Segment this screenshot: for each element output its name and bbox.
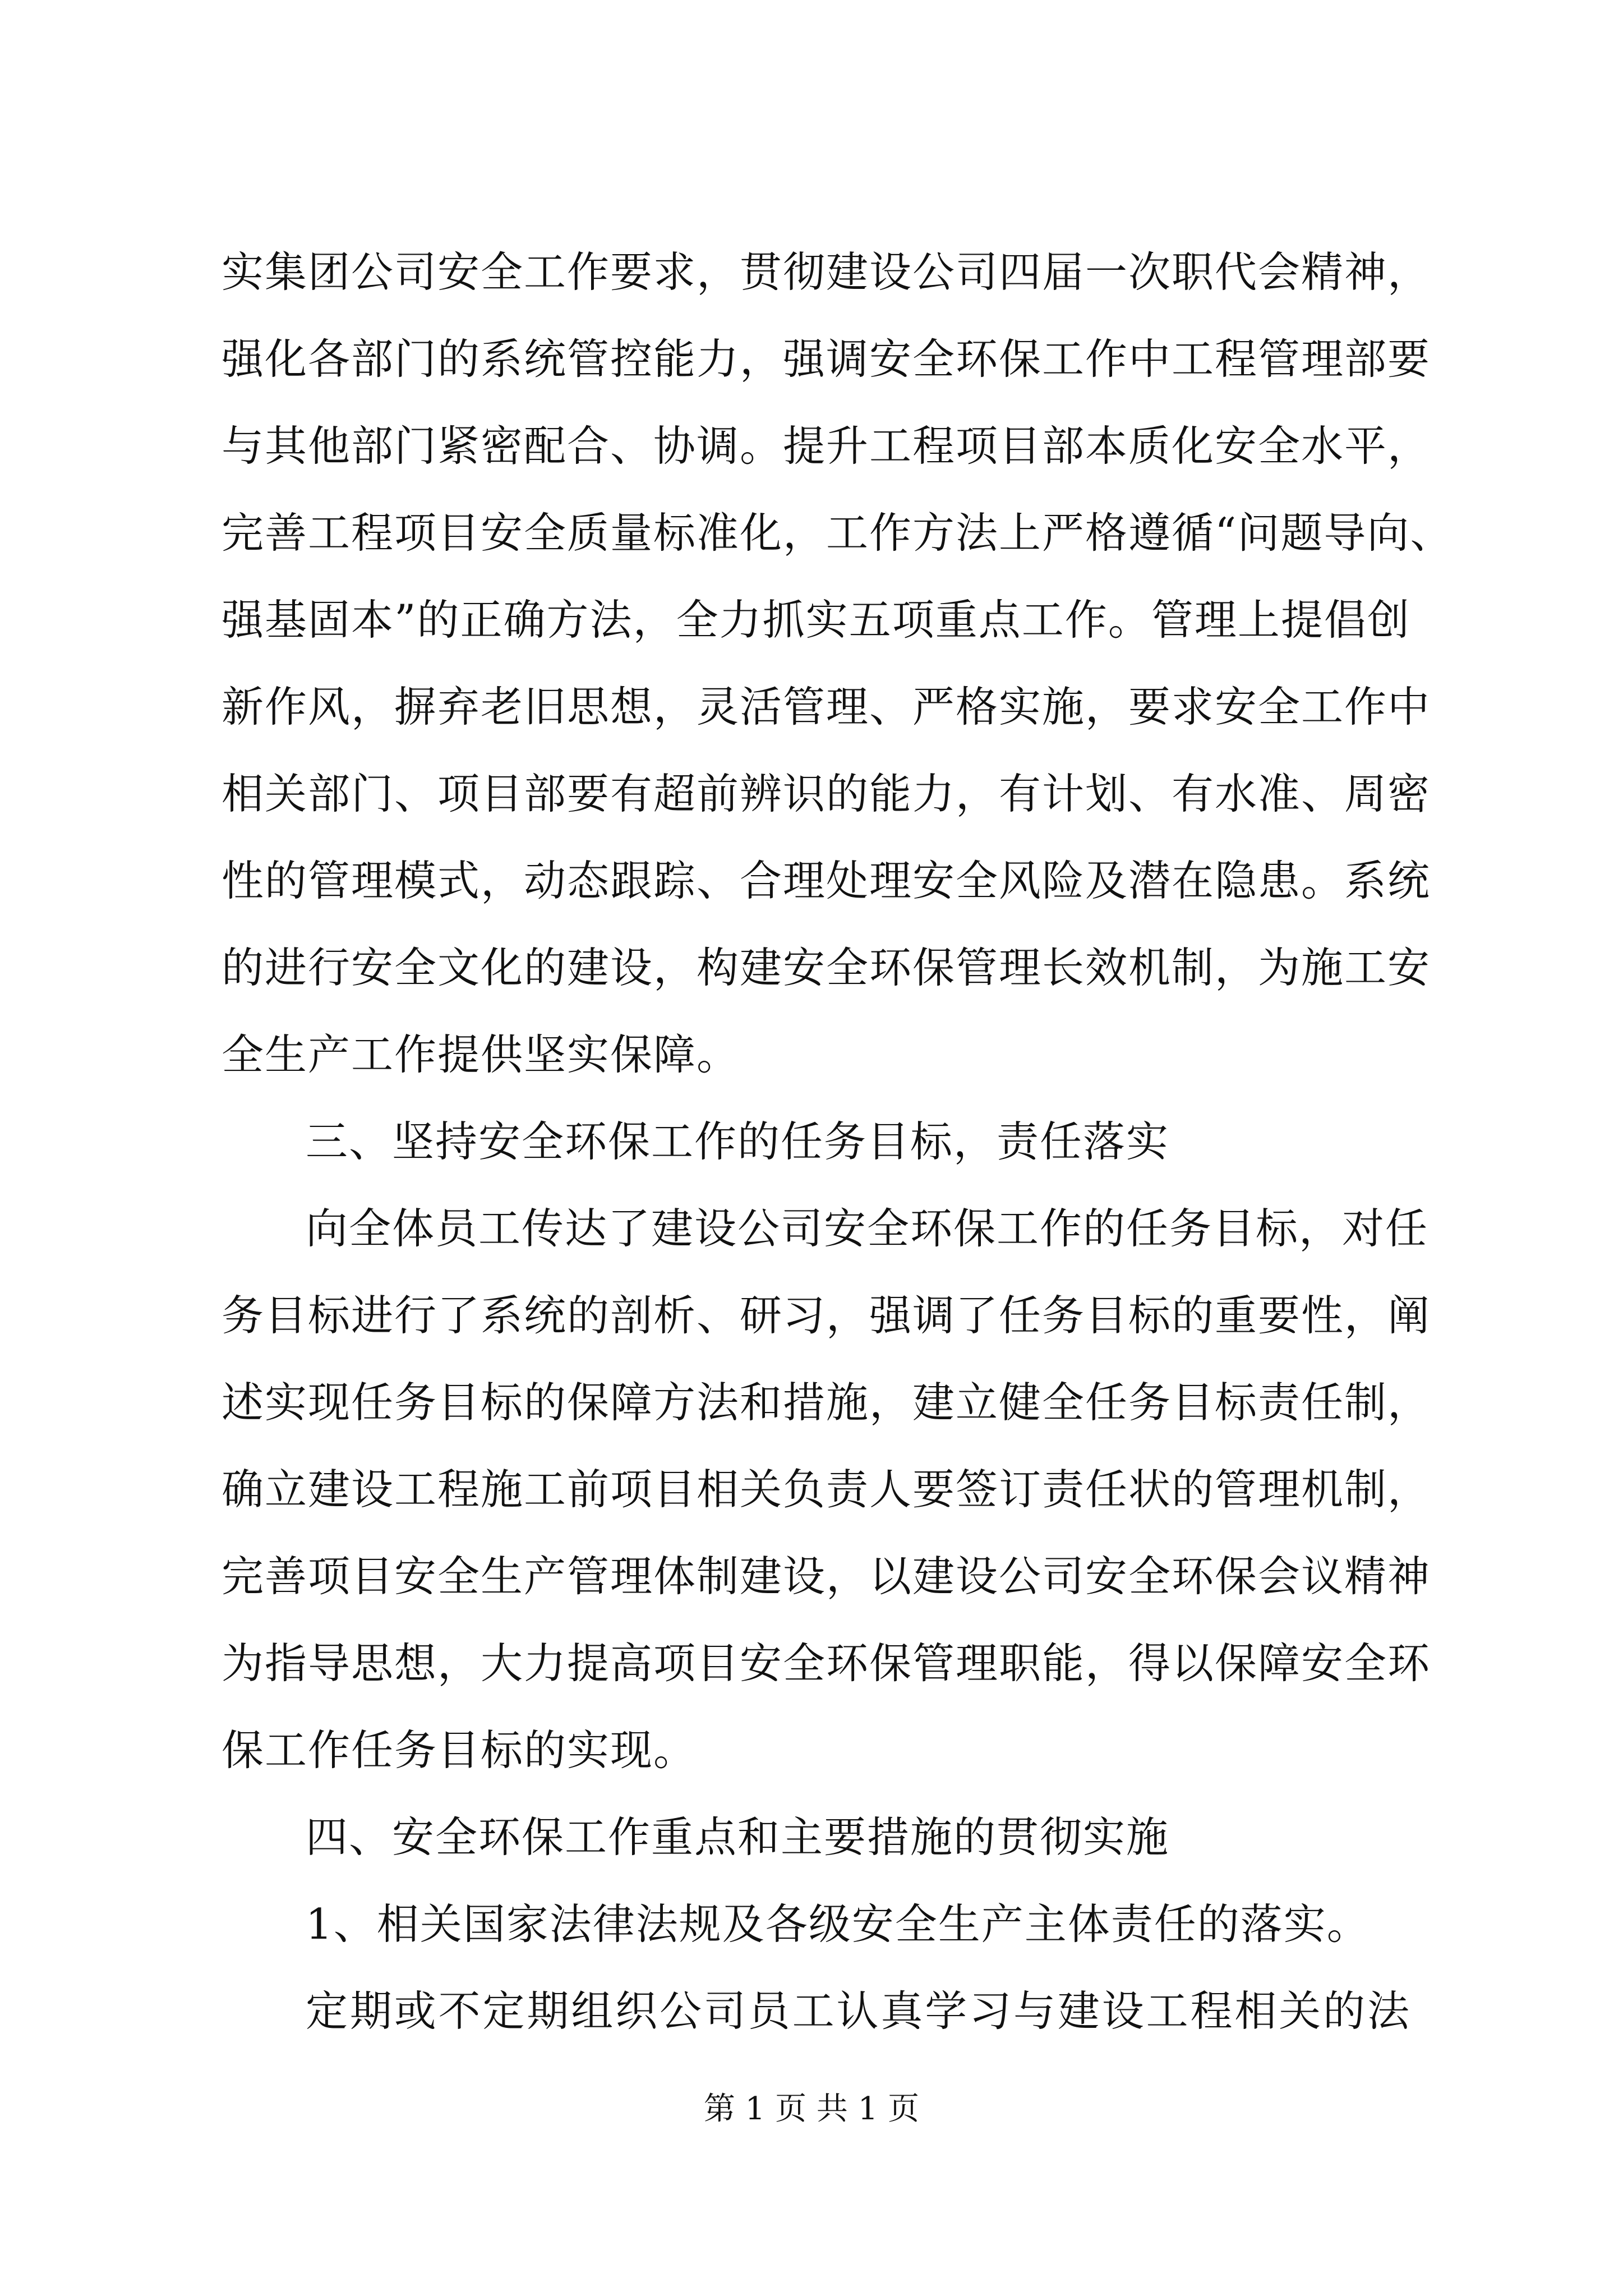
section-heading: 三、坚持安全环保工作的任务目标，责任落实 bbox=[306, 1117, 1170, 1166]
text-line: 强基固本”的正确方法，全力抓实五项重点工作。管理上提倡创 bbox=[222, 595, 1410, 645]
text-line: 性的管理模式，动态跟踪、合理处理安全风险及潜在隐患。系统 bbox=[222, 856, 1431, 905]
text-line: 相关部门、项目部要有超前辨识的能力，有计划、有水准、周密 bbox=[222, 769, 1431, 818]
text-line: 述实现任务目标的保障方法和措施，建立健全任务目标责任制， bbox=[222, 1378, 1431, 1427]
text-line: 完善项目安全生产管理体制建设，以建设公司安全环保会议精神 bbox=[222, 1552, 1431, 1601]
text-line: 强化各部门的系统管控能力，强调安全环保工作中工程管理部要 bbox=[222, 334, 1431, 384]
text-line: 全生产工作提供坚实保障。 bbox=[222, 1030, 740, 1079]
text-line: 定期或不定期组织公司员工认真学习与建设工程相关的法 bbox=[306, 1986, 1410, 2036]
text-line: 务目标进行了系统的剖析、研习，强调了任务目标的重要性，阐 bbox=[222, 1291, 1431, 1340]
text-line: 的进行安全文化的建设，构建安全环保管理长效机制，为施工安 bbox=[222, 943, 1431, 992]
text-line: 确立建设工程施工前项目相关负责人要签订责任状的管理机制， bbox=[222, 1465, 1431, 1514]
text-line: 向全体员工传达了建设公司安全环保工作的任务目标，对任 bbox=[306, 1204, 1429, 1253]
section-heading: 四、安全环保工作重点和主要措施的贯彻实施 bbox=[306, 1812, 1170, 1862]
text-line: 新作风，摒弃老旧思想，灵活管理、严格实施，要求安全工作中 bbox=[222, 682, 1431, 731]
text-line: 完善工程项目安全质量标准化，工作方法上严格遵循“问题导向、 bbox=[222, 508, 1454, 558]
text-line: 保工作任务目标的实现。 bbox=[222, 1726, 697, 1775]
text-line: 为指导思想，大力提高项目安全环保管理职能，得以保障安全环 bbox=[222, 1639, 1431, 1688]
subsection-heading: 1、相关国家法律法规及各级安全生产主体责任的落实。 bbox=[306, 1899, 1370, 1949]
text-line: 与其他部门紧密配合、协调。提升工程项目部本质化安全水平， bbox=[222, 421, 1431, 471]
text-line: 实集团公司安全工作要求，贯彻建设公司四届一次职代会精神， bbox=[222, 247, 1431, 297]
page-number-footer: 第 1 页 共 1 页 bbox=[703, 2091, 920, 2127]
document-body bbox=[222, 229, 1454, 2055]
